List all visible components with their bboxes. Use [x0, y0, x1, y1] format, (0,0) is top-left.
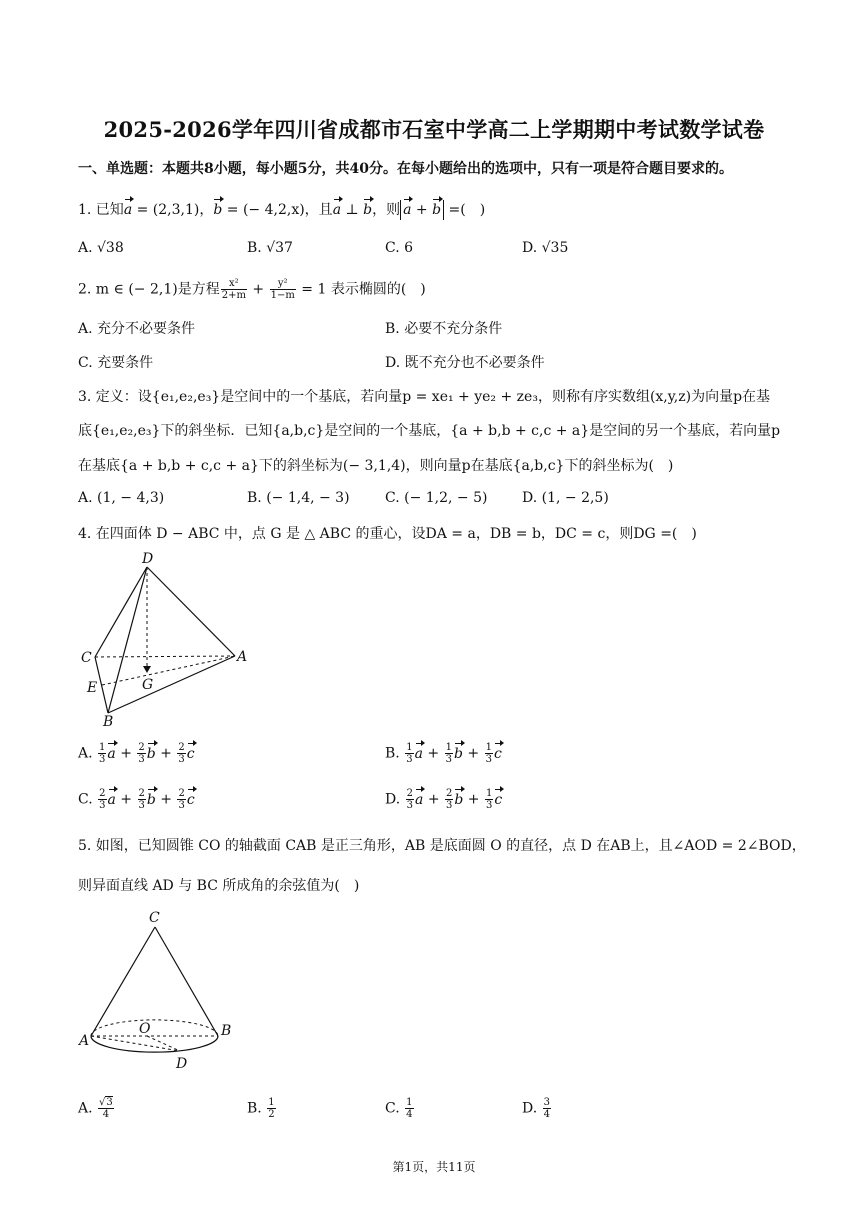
question-4: 4. 在四面体 D − ABC 中，点 G 是 △ ABC 的重心，设DA = a，DB = b，DC = c，则DG =( )	[78, 526, 697, 542]
q4-option-d: D. $\frac{2}{3}$ a + $\frac{2}{3}$ b + $\frac{1}{3}$ c	[385, 788, 503, 811]
question-2: 2. m ∈ (− 2,1)是方程 $\frac{\text{x²}}{2+m}$ + $\frac{\text{y²}}{1-m}$ = 1 表示椭圆的( )	[78, 278, 426, 301]
q3-option-a: A. (1, − 4,3)	[78, 490, 165, 506]
q1-option-d: D. √35	[522, 240, 569, 256]
q5-option-c: C. $\frac{1}{4}$	[385, 1097, 413, 1120]
q1-option-a: A. √38	[78, 240, 124, 256]
label-c: C	[81, 650, 92, 666]
page-footer: 第1页，共11页	[392, 1160, 476, 1174]
label-b: B	[221, 1023, 232, 1039]
q3-option-d: D. (1, − 2,5)	[522, 490, 609, 506]
q4-option-a: A. $\frac{1}{3}$ a + $\frac{2}{3}$ b + $\frac{2}{3}$ c	[78, 742, 195, 765]
tetrahedron-figure	[75, 545, 260, 730]
q2-option-a: A. 充分不必要条件	[78, 321, 196, 337]
question-3-line-3: 在基底{a + b,b + c,c + a}下的斜坐标为(− 3,1,4)，则向量p在基底{a,b,c}下的斜坐标为( )	[78, 458, 674, 474]
question-3-line-2: 底{e₁,e₂,e₃}下的斜坐标．已知{a,b,c}是空间的一个基底，{a + b,b + c,c + a}是空间的另一个基底，若向量p	[78, 423, 781, 439]
question-5-line-1: 5. 如图，已知圆锥 CO 的轴截面 CAB 是正三角形，AB 是底面圆 O 的直径，点 D 在AB上，且∠AOD = 2∠BOD，	[78, 838, 806, 854]
q3-option-b: B. (− 1,4, − 3)	[247, 490, 350, 506]
q1-option-b: B. √37	[247, 240, 293, 256]
label-o: O	[139, 1021, 151, 1037]
q5-option-b: B. $\frac{1}{2}$	[247, 1097, 275, 1120]
label-a: A	[237, 649, 248, 665]
q5-option-a: A. $\frac{√3}{4}$	[78, 1097, 113, 1120]
q2-option-d: D. 既不充分也不必要条件	[385, 355, 545, 371]
label-g: G	[142, 677, 154, 693]
q2-option-c: C. 充要条件	[78, 355, 154, 371]
q5-option-d: D. $\frac{3}{4}$	[522, 1097, 551, 1120]
page-title: 2025-2026学年四川省成都市石室中学高二上学期期中考试数学试卷	[103, 117, 765, 142]
label-d: D	[176, 1056, 188, 1072]
q1-option-c: C. 6	[385, 240, 414, 256]
label-b: B	[103, 714, 114, 730]
q4-option-c: C. $\frac{2}{3}$ a + $\frac{2}{3}$ b + $\frac{2}{3}$ c	[78, 788, 195, 811]
section-heading: 一、单选题：本题共8小题，每小题5分，共40分。在每小题给出的选项中，只有一项是符合题目要求的。	[78, 161, 733, 177]
question-5-line-2: 则异面直线 AD 与 BC 所成角的余弦值为( )	[78, 878, 360, 894]
q2-option-b: B. 必要不充分条件	[385, 321, 503, 337]
label-d: D	[142, 551, 154, 567]
question-3-line-1: 3. 定义：设{e₁,e₂,e₃}是空间中的一个基底，若向量p = xe₁ + ye₂ + ze₃，则称有序实数组(x,y,z)为向量p在基	[78, 389, 771, 405]
cone-figure	[75, 905, 245, 1075]
question-1: 1. 已知a = (2,3,1)，b = (− 4,2,x)，且a ⊥ b，则 a + b =( )	[78, 202, 486, 218]
label-e: E	[87, 680, 98, 696]
q4-option-b: B. $\frac{1}{3}$ a + $\frac{1}{3}$ b + $\frac{1}{3}$ c	[385, 742, 502, 765]
q3-option-c: C. (− 1,2, − 5)	[385, 490, 488, 506]
label-a: A	[79, 1033, 90, 1049]
label-c: C	[149, 910, 160, 926]
